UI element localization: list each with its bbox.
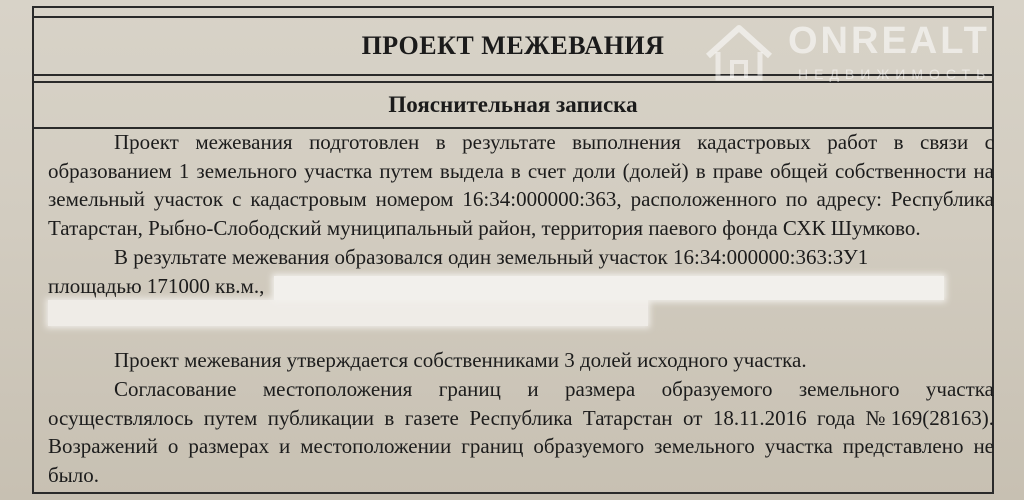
paragraph-intro: Проект межевания подготовлен в результате выполнения кадастровых работ в связи с образованием 1 земельного участка путем выдела в счет доли (долей) в праве общей собственности на земельный участок с кадастровым номером 16:34:000000:363, расположенного по адресу: Республика Татарстан, Рыбно-Слободский муниципальный район, территория паевого фонда СХК Шумково. bbox=[48, 130, 994, 241]
redacted-line bbox=[48, 300, 648, 326]
watermark-brand: ONREALT bbox=[788, 20, 990, 62]
document-body bbox=[48, 128, 994, 490]
watermark bbox=[702, 18, 1002, 88]
paragraph-coordination: Согласование местоположения границ и размера образуемого земельного участка осуществлялось путем публикации в газете Республика Татарстан от 18.11.2016 года №169(28163). Возражений о размерах и местоположении границ образуемого земельного участка представлено не было. bbox=[48, 376, 994, 488]
watermark-tagline: НЕДВИЖИМОСТЬ bbox=[798, 66, 992, 82]
paragraph-area-line bbox=[48, 272, 994, 301]
document-title: ПРОЕКТ МЕЖЕВАНИЯ bbox=[34, 16, 992, 76]
redacted-area bbox=[274, 276, 944, 300]
paragraph-approval: Проект межевания утверждается собственниками 3 долей исходного участка. bbox=[114, 348, 807, 373]
area-text: площадью 171000 кв.м., bbox=[48, 273, 265, 298]
spacer bbox=[48, 326, 994, 346]
document-subtitle: Пояснительная записка bbox=[34, 81, 992, 129]
paragraph-result: В результате межевания образовался один земельный участок 16:34:000000:363:ЗУ1 bbox=[114, 244, 869, 269]
house-icon bbox=[702, 22, 776, 84]
